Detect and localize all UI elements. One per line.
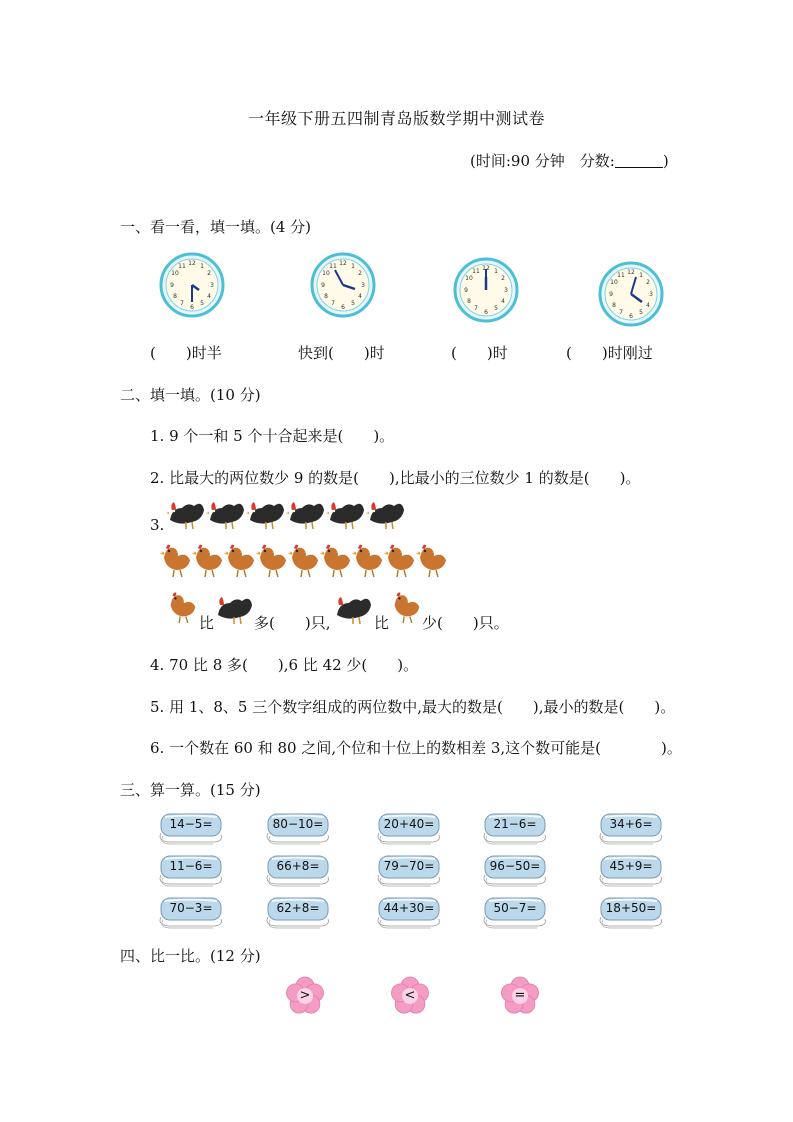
section2-title: 二、填一填。(10 分) bbox=[120, 386, 261, 404]
svg-text:10: 10 bbox=[610, 279, 618, 286]
question-2-4[interactable]: 4. 70 比 8 多( ),6 比 42 少( )。 bbox=[150, 656, 419, 674]
calc-expression[interactable]: 50−7= bbox=[493, 901, 537, 915]
calc-expression[interactable]: 62+8= bbox=[276, 901, 320, 915]
svg-text:4: 4 bbox=[646, 302, 650, 309]
calc-expression[interactable]: 79−70= bbox=[383, 859, 435, 873]
svg-text:3: 3 bbox=[210, 282, 214, 289]
calc-expression[interactable]: 11−6= bbox=[169, 859, 213, 873]
svg-text:12: 12 bbox=[627, 269, 635, 276]
question-2-2[interactable]: 2. 比最大的两位数少 9 的数是( ),比最小的三位数少 1 的数是( )。 bbox=[150, 469, 641, 487]
clock-label-2[interactable]: 快到( )时 bbox=[298, 344, 385, 362]
calc-expression[interactable]: 66+8= bbox=[276, 859, 320, 873]
svg-text:8: 8 bbox=[173, 293, 177, 300]
svg-text:8: 8 bbox=[324, 293, 328, 300]
clock-icon bbox=[598, 261, 664, 327]
calc-expression[interactable]: 44+30= bbox=[383, 901, 435, 915]
section3-title: 三、算一算。(15 分) bbox=[120, 781, 261, 799]
svg-text:11: 11 bbox=[617, 272, 625, 279]
svg-text:10: 10 bbox=[171, 270, 179, 277]
clock-icon bbox=[310, 252, 376, 318]
rooster-row bbox=[166, 498, 416, 534]
svg-text:8: 8 bbox=[467, 298, 471, 305]
hen-row bbox=[160, 538, 450, 582]
compare-text-bi-2: 比 bbox=[374, 614, 390, 632]
compare-text-shao[interactable]: 少( )只。 bbox=[422, 614, 509, 632]
rooster-icon bbox=[333, 593, 375, 625]
svg-text:11: 11 bbox=[329, 263, 337, 270]
calc-expression[interactable]: 34+6= bbox=[609, 817, 653, 831]
svg-text:2: 2 bbox=[358, 270, 362, 277]
time-info bbox=[470, 150, 669, 171]
svg-text:1: 1 bbox=[494, 268, 498, 275]
svg-text:4: 4 bbox=[207, 293, 211, 300]
svg-text:1: 1 bbox=[351, 263, 355, 270]
svg-text:6: 6 bbox=[190, 304, 194, 311]
svg-text:12: 12 bbox=[482, 265, 490, 272]
svg-text:1: 1 bbox=[200, 263, 204, 270]
svg-text:6: 6 bbox=[484, 309, 488, 316]
score-blank[interactable] bbox=[615, 153, 663, 168]
svg-text:7: 7 bbox=[474, 305, 478, 312]
compare-text-duo[interactable]: 多( )只, bbox=[254, 614, 331, 632]
svg-text:2: 2 bbox=[646, 279, 650, 286]
time-info-text: (时间:90 分钟 分数: bbox=[470, 152, 615, 170]
calc-expression[interactable]: 45+9= bbox=[609, 859, 653, 873]
compare-symbol: < bbox=[404, 988, 416, 1003]
svg-text:3: 3 bbox=[504, 287, 508, 294]
svg-text:9: 9 bbox=[321, 282, 325, 289]
svg-text:2: 2 bbox=[207, 270, 211, 277]
question-2-5[interactable]: 5. 用 1、8、5 三个数字组成的两位数中,最大的数是( ),最小的数是( )。 bbox=[150, 698, 676, 716]
svg-text:8: 8 bbox=[612, 302, 616, 309]
calc-expression[interactable]: 80−10= bbox=[272, 817, 324, 831]
svg-text:9: 9 bbox=[464, 287, 468, 294]
hen-icon bbox=[166, 586, 200, 624]
svg-text:5: 5 bbox=[494, 305, 498, 312]
clock-label-3[interactable]: ( )时 bbox=[451, 344, 508, 362]
clock-label-1[interactable]: ( )时半 bbox=[150, 344, 222, 362]
svg-text:12: 12 bbox=[188, 260, 196, 267]
svg-text:12: 12 bbox=[339, 260, 347, 267]
svg-text:5: 5 bbox=[639, 309, 643, 316]
clock-icon bbox=[453, 257, 519, 323]
clock-label-4[interactable]: ( )时刚过 bbox=[566, 344, 653, 362]
clock-icon bbox=[159, 252, 225, 318]
svg-text:7: 7 bbox=[619, 309, 623, 316]
svg-text:6: 6 bbox=[341, 304, 345, 311]
calc-expression[interactable]: 21−6= bbox=[493, 817, 537, 831]
svg-text:5: 5 bbox=[200, 300, 204, 307]
compare-symbol: = bbox=[514, 988, 526, 1003]
svg-text:7: 7 bbox=[331, 300, 335, 307]
section4-title: 四、比一比。(12 分) bbox=[120, 947, 261, 965]
svg-text:4: 4 bbox=[501, 298, 505, 305]
svg-text:3: 3 bbox=[361, 282, 365, 289]
svg-text:3: 3 bbox=[649, 291, 653, 298]
svg-text:5: 5 bbox=[351, 300, 355, 307]
question-2-3-number: 3. bbox=[150, 516, 165, 534]
calc-expression[interactable]: 14−5= bbox=[169, 817, 213, 831]
svg-text:9: 9 bbox=[609, 291, 613, 298]
svg-text:1: 1 bbox=[639, 272, 643, 279]
svg-text:9: 9 bbox=[170, 282, 174, 289]
section1-title: 一、看一看，填一填。(4 分) bbox=[120, 218, 312, 236]
compare-symbol: > bbox=[299, 988, 311, 1003]
svg-text:2: 2 bbox=[501, 275, 505, 282]
calc-expression[interactable]: 70−3= bbox=[169, 901, 213, 915]
svg-text:10: 10 bbox=[465, 275, 473, 282]
svg-text:4: 4 bbox=[358, 293, 362, 300]
page-title: 一年级下册五四制青岛版数学期中测试卷 bbox=[247, 109, 545, 128]
question-2-1[interactable]: 1. 9 个一和 5 个十合起来是( )。 bbox=[150, 427, 395, 445]
time-info-close: ) bbox=[662, 152, 669, 170]
hen-icon bbox=[390, 586, 424, 624]
rooster-icon bbox=[214, 593, 256, 625]
calc-expression[interactable]: 96−50= bbox=[489, 859, 541, 873]
question-2-6[interactable]: 6. 一个数在 60 和 80 之间,个位和十位上的数相差 3,这个数可能是( )。 bbox=[150, 739, 682, 757]
svg-text:6: 6 bbox=[629, 313, 633, 320]
svg-text:10: 10 bbox=[322, 270, 330, 277]
svg-text:11: 11 bbox=[178, 263, 186, 270]
calc-expression[interactable]: 18+50= bbox=[605, 901, 657, 915]
svg-text:7: 7 bbox=[180, 300, 184, 307]
compare-text-bi-1: 比 bbox=[199, 614, 215, 632]
calc-expression[interactable]: 20+40= bbox=[383, 817, 435, 831]
svg-text:11: 11 bbox=[472, 268, 480, 275]
